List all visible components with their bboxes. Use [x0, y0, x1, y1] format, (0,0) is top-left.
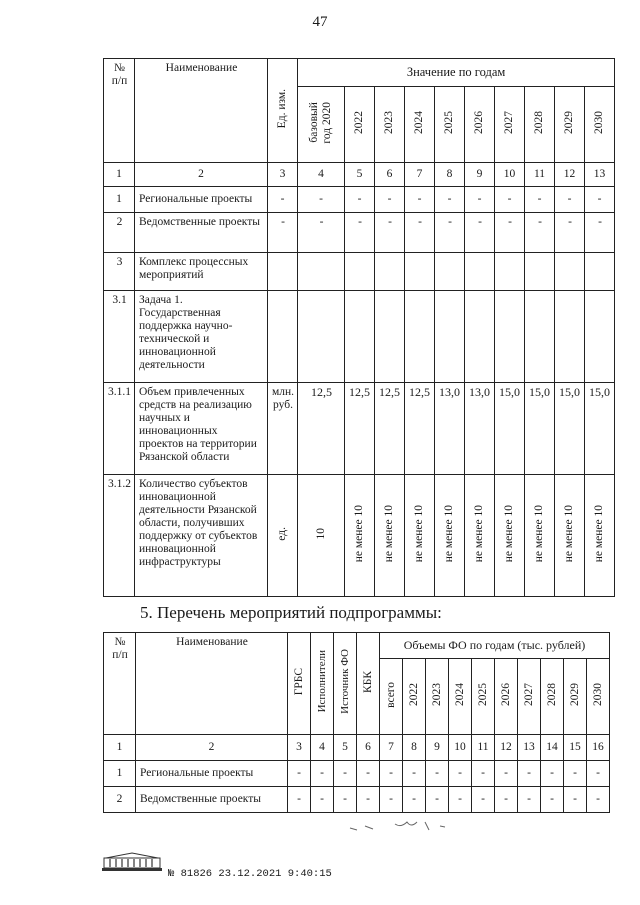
- row-cell: -: [518, 761, 541, 787]
- row-value: [495, 253, 525, 291]
- table-row: [104, 761, 610, 787]
- row-value: -: [405, 187, 435, 213]
- row-value: -: [375, 187, 405, 213]
- row-unit: [268, 291, 298, 383]
- row-value: -: [555, 213, 585, 253]
- row-unit: млн. руб.: [268, 383, 298, 475]
- t2-header-name: Наименование: [136, 633, 288, 735]
- row-value: [345, 253, 375, 291]
- row-value: [435, 291, 465, 383]
- row-num: 1: [104, 761, 136, 787]
- registration-stamp: № 81826 23.12.2021 9:40:15: [168, 868, 332, 880]
- row-value: -: [298, 187, 345, 213]
- row-value: -: [435, 187, 465, 213]
- t1-year: 2030: [585, 87, 615, 163]
- row-cell: -: [564, 787, 587, 813]
- row-unit: ед.: [268, 475, 298, 597]
- row-cell: -: [357, 787, 380, 813]
- row-name: Объем привлеченных средств на реализацию научных и инновационных проектов на территории Рязанской области: [135, 383, 268, 475]
- scan-marks: [345, 818, 465, 838]
- t1-year: 2022: [345, 87, 375, 163]
- t2-year: 2027: [518, 659, 541, 735]
- scribble-icon: [345, 818, 465, 838]
- t2-colnum: 9: [426, 735, 449, 761]
- row-value: -: [555, 187, 585, 213]
- row-value: [465, 253, 495, 291]
- row-value: [298, 253, 345, 291]
- row-value: [405, 291, 435, 383]
- t2-year: 2029: [564, 659, 587, 735]
- row-cell: -: [357, 761, 380, 787]
- t1-colnum: 1: [104, 163, 135, 187]
- row-cell: -: [541, 787, 564, 813]
- row-value: [435, 253, 465, 291]
- t1-year: 2023: [375, 87, 405, 163]
- row-cell: -: [495, 787, 518, 813]
- row-value: [298, 291, 345, 383]
- t1-header-row: [104, 59, 615, 87]
- t1-header-unit: Ед. изм.: [268, 59, 298, 163]
- t1-header-name: Наименование: [135, 59, 268, 163]
- t1-year: 2024: [405, 87, 435, 163]
- row-value: [525, 291, 555, 383]
- row-num: 3.1.2: [104, 475, 135, 597]
- row-value: не менее 10: [345, 475, 375, 597]
- row-value: не менее 10: [555, 475, 585, 597]
- row-value: -: [465, 213, 495, 253]
- table-row: [104, 475, 615, 597]
- row-value: 10: [298, 475, 345, 597]
- t2-colnum-row: [104, 735, 610, 761]
- row-value: -: [495, 213, 525, 253]
- row-cell: -: [334, 787, 357, 813]
- row-value: -: [298, 213, 345, 253]
- t2-colnum: 2: [136, 735, 288, 761]
- row-unit: -: [268, 187, 298, 213]
- t1-year: 2026: [465, 87, 495, 163]
- row-unit: -: [268, 213, 298, 253]
- t1-year: 2029: [555, 87, 585, 163]
- t1-colnum: 13: [585, 163, 615, 187]
- row-cell: -: [426, 787, 449, 813]
- row-value: не менее 10: [465, 475, 495, 597]
- t1-colnum: 9: [465, 163, 495, 187]
- row-value: 12,5: [345, 383, 375, 475]
- t2-header-grbs: ГРБС: [288, 633, 311, 735]
- t1-colnum: 2: [135, 163, 268, 187]
- table-row: [104, 787, 610, 813]
- row-name: Задача 1. Государственная поддержка научно-технической и инновационной деятельности: [135, 291, 268, 383]
- row-cell: -: [311, 761, 334, 787]
- t1-year: 2027: [495, 87, 525, 163]
- t1-colnum: 5: [345, 163, 375, 187]
- row-value: 13,0: [435, 383, 465, 475]
- row-num: 1: [104, 187, 135, 213]
- row-value: [525, 253, 555, 291]
- row-value: [555, 253, 585, 291]
- t1-year: базовый год 2020: [298, 87, 345, 163]
- row-num: 2: [104, 787, 136, 813]
- row-value: не менее 10: [405, 475, 435, 597]
- row-value: -: [495, 187, 525, 213]
- row-cell: -: [564, 761, 587, 787]
- t1-colnum: 11: [525, 163, 555, 187]
- row-cell: -: [449, 761, 472, 787]
- t2-header-kbk: КБК: [357, 633, 380, 735]
- t2-colnum: 1: [104, 735, 136, 761]
- t2-year: 2024: [449, 659, 472, 735]
- t1-colnum-row: [104, 163, 615, 187]
- t2-year: всего: [380, 659, 403, 735]
- row-cell: -: [472, 787, 495, 813]
- t1-colnum: 8: [435, 163, 465, 187]
- row-value: 13,0: [465, 383, 495, 475]
- row-cell: -: [587, 761, 610, 787]
- row-name: Количество субъектов инновационной деятельности Рязанской области, получивших поддержку от субъектов инновационной инфраструктуры: [135, 475, 268, 597]
- row-value: [585, 291, 615, 383]
- t2-colnum: 8: [403, 735, 426, 761]
- t1-header-num: № п/п: [104, 59, 135, 163]
- t2-header-num: № п/п: [104, 633, 136, 735]
- row-name: Региональные проекты: [135, 187, 268, 213]
- row-value: не менее 10: [525, 475, 555, 597]
- row-value: [375, 291, 405, 383]
- row-value: 15,0: [585, 383, 615, 475]
- row-value: -: [345, 187, 375, 213]
- row-value: 12,5: [298, 383, 345, 475]
- t2-header-exec: Исполнители: [311, 633, 334, 735]
- building-icon: [102, 852, 162, 872]
- row-value: не менее 10: [585, 475, 615, 597]
- table-row: [104, 187, 615, 213]
- row-value: не менее 10: [375, 475, 405, 597]
- t2-colnum: 11: [472, 735, 495, 761]
- row-value: 15,0: [555, 383, 585, 475]
- t2-header-values-title: Объемы ФО по годам (тыс. рублей): [380, 633, 610, 659]
- table-row: [104, 253, 615, 291]
- row-value: -: [375, 213, 405, 253]
- row-value: -: [525, 187, 555, 213]
- row-cell: -: [380, 787, 403, 813]
- row-name: Комплекс процессных мероприятий: [135, 253, 268, 291]
- row-num: 3: [104, 253, 135, 291]
- row-cell: -: [472, 761, 495, 787]
- row-unit: [268, 253, 298, 291]
- row-cell: -: [449, 787, 472, 813]
- row-cell: -: [334, 761, 357, 787]
- row-value: -: [345, 213, 375, 253]
- row-value: 15,0: [495, 383, 525, 475]
- t2-colnum: 12: [495, 735, 518, 761]
- row-value: -: [585, 213, 615, 253]
- section-title: 5. Перечень мероприятий подпрограммы:: [140, 603, 442, 622]
- row-value: [585, 253, 615, 291]
- row-value: 12,5: [375, 383, 405, 475]
- row-cell: -: [587, 787, 610, 813]
- t2-year: 2028: [541, 659, 564, 735]
- t2-header-row: [104, 633, 610, 659]
- page-number: 47: [312, 14, 328, 30]
- row-value: [345, 291, 375, 383]
- registry-stamp-logo: [102, 852, 162, 872]
- t1-colnum: 12: [555, 163, 585, 187]
- row-cell: -: [288, 787, 311, 813]
- row-num: 3.1: [104, 291, 135, 383]
- t2-colnum: 14: [541, 735, 564, 761]
- t1-year: 2028: [525, 87, 555, 163]
- t2-colnum: 4: [311, 735, 334, 761]
- row-num: 2: [104, 213, 135, 253]
- t2-year: 2023: [426, 659, 449, 735]
- row-value: -: [525, 213, 555, 253]
- row-value: -: [435, 213, 465, 253]
- t2-colnum: 16: [587, 735, 610, 761]
- row-name: Ведомственные проекты: [135, 213, 268, 253]
- t1-colnum: 6: [375, 163, 405, 187]
- row-value: [375, 253, 405, 291]
- row-value: -: [405, 213, 435, 253]
- row-value: [555, 291, 585, 383]
- row-cell: -: [541, 761, 564, 787]
- row-value: не менее 10: [435, 475, 465, 597]
- row-value: [495, 291, 525, 383]
- t2-colnum: 7: [380, 735, 403, 761]
- t1-colnum: 3: [268, 163, 298, 187]
- row-cell: -: [380, 761, 403, 787]
- t2-year: 2025: [472, 659, 495, 735]
- row-cell: -: [403, 761, 426, 787]
- row-value: -: [585, 187, 615, 213]
- t2-colnum: 15: [564, 735, 587, 761]
- t2-year: 2022: [403, 659, 426, 735]
- t2-header-source: Источник ФО: [334, 633, 357, 735]
- row-value: 12,5: [405, 383, 435, 475]
- row-name: Региональные проекты: [136, 761, 288, 787]
- t2-colnum: 6: [357, 735, 380, 761]
- row-cell: -: [288, 761, 311, 787]
- row-cell: -: [311, 787, 334, 813]
- indicators-table: [103, 58, 615, 597]
- t2-colnum: 3: [288, 735, 311, 761]
- activities-table: [103, 632, 610, 813]
- row-cell: -: [403, 787, 426, 813]
- row-cell: -: [426, 761, 449, 787]
- t1-colnum: 7: [405, 163, 435, 187]
- row-value: [465, 291, 495, 383]
- t2-year: 2026: [495, 659, 518, 735]
- row-name: Ведомственные проекты: [136, 787, 288, 813]
- row-value: 15,0: [525, 383, 555, 475]
- t2-colnum: 5: [334, 735, 357, 761]
- t2-colnum: 10: [449, 735, 472, 761]
- t1-colnum: 4: [298, 163, 345, 187]
- t2-colnum: 13: [518, 735, 541, 761]
- t1-colnum: 10: [495, 163, 525, 187]
- t2-year: 2030: [587, 659, 610, 735]
- row-cell: -: [495, 761, 518, 787]
- t1-header-values-title: Значение по годам: [298, 59, 615, 87]
- row-value: [405, 253, 435, 291]
- table-row: [104, 213, 615, 253]
- table-row: [104, 291, 615, 383]
- table-row: [104, 383, 615, 475]
- t1-year: 2025: [435, 87, 465, 163]
- row-value: не менее 10: [495, 475, 525, 597]
- row-value: -: [465, 187, 495, 213]
- row-cell: -: [518, 787, 541, 813]
- row-num: 3.1.1: [104, 383, 135, 475]
